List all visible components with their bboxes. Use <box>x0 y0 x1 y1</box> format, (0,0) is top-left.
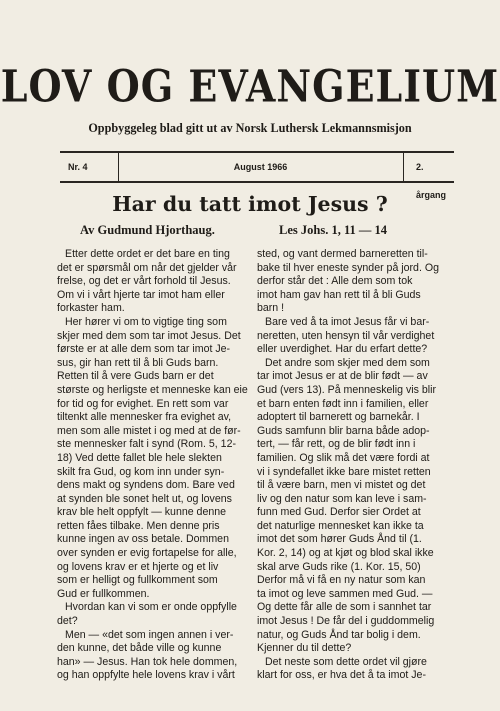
text-line: imot Jesus ! De får del i guddommelig <box>257 615 435 628</box>
issue-info-bar <box>60 151 454 200</box>
text-line: Retten til å vere Guds barn er det <box>57 370 214 383</box>
text-line: imot ham gav han rett til å bli Guds <box>257 288 421 301</box>
text-line: bake til hver eneste synder på jord. Og <box>257 261 439 274</box>
text-line: Kor. 2, 14) og at kjøt og blod skal ikke <box>257 547 434 560</box>
text-line: Gud er fullkommen. <box>57 587 150 600</box>
text-line: Det neste som dette ordet vil gjøre <box>265 655 427 668</box>
text-line: liv og den natur som kan leve i sam- <box>257 492 427 505</box>
text-line: kunne ingen av oss betale. Dommen <box>57 533 229 546</box>
text-line: og han oppfylte hele lovens krav i vårt <box>57 669 235 682</box>
article-headline: Har du tatt imot Jesus ? <box>112 192 388 216</box>
text-line: ste mennesker falt i synd (Rom. 5, 12- <box>57 438 236 451</box>
issue-date: August 1966 <box>233 162 288 172</box>
text-line: eller uverdighet. Har du erfart dette? <box>257 343 428 356</box>
text-line: tar imot Jesus er at de blir født — av <box>257 370 428 383</box>
text-line: Gud (vers 13). På menneskelig vis blir <box>257 383 436 396</box>
text-line: det er spørsmål om når det gjelder vår <box>57 261 237 274</box>
text-line: neretten, uten hensyn til vår verdighet <box>257 329 435 342</box>
text-line: derfor står det : Alle dem som tok <box>257 275 413 288</box>
issue-divider <box>403 153 404 181</box>
text-line: et barn enten født inn i familien, eller <box>257 397 429 410</box>
article-column-left <box>57 248 261 683</box>
text-line: Det andre som skjer med dem som <box>265 356 430 369</box>
text-line: men som alle mistet i og med at de før- <box>57 424 241 437</box>
text-line: ta imot og leve sammen med Gud. — <box>257 587 433 600</box>
masthead-subtitle: Oppbyggeleg blad gitt ut av Norsk Luthersk Lekmannsmisjon <box>88 121 412 135</box>
text-line: at synden ble sonet helt ut, og lovens <box>57 492 232 505</box>
text-line: natur, og Guds Ånd tar bolig i dem. <box>257 628 421 641</box>
text-line: Bare ved å ta imot Jesus får vi bar- <box>265 315 430 328</box>
text-line: over synden er evig fortapelse for alle, <box>57 547 237 560</box>
text-line: det naturlige mennesket kan ikke ta <box>257 519 424 532</box>
text-line: klart for oss, er hva det å ta imot Je- <box>257 669 426 682</box>
text-line: retten fåes tilbake. Men denne pris <box>57 519 220 532</box>
issue-volume: 2. årgang <box>416 162 447 200</box>
text-line: som er helligt og fullkomment som <box>57 574 218 587</box>
text-line: Her hører vi om to vigtige ting som <box>65 315 227 328</box>
text-line: største og herligste et menneske kan eie <box>57 383 248 396</box>
text-line: 18) Ved dette fallet ble hele slekten <box>57 451 222 464</box>
text-line: imot det som hører Guds Ånd til (1. <box>257 533 422 546</box>
text-line: frelse, og det er vårt forhold til Jesus. <box>57 275 231 288</box>
text-line: til å være barn, men vi mistet og det <box>257 479 426 492</box>
article-column-right <box>257 248 467 683</box>
text-line: første er at alle dem som tar imot Je- <box>57 343 231 356</box>
text-line: krav ble helt oppfylt — kunne denne <box>57 506 227 519</box>
text-line: Hvordan kan vi som er onde oppfylle <box>65 601 237 614</box>
text-line: vi i syndefallet ikke bare mistet retten <box>257 465 431 478</box>
text-line: skjer med dem som tar imot Jesus. Det <box>57 329 241 342</box>
text-line: familien. Og slik må det være fordi at <box>257 451 430 464</box>
text-line: for tid og for evighet. En rett som var <box>57 397 229 410</box>
text-line: Etter dette ordet er det bare en ting <box>65 248 230 260</box>
masthead-title: LOV OG EVANGELIUM <box>0 60 500 112</box>
text-line: forkaster ham. <box>57 302 125 315</box>
text-line: han» — Jesus. Han tok hele dommen, <box>57 655 238 668</box>
text-line: den kunne, det både ville og kunne <box>57 642 222 655</box>
text-line: sus, gir han rett til å bli Guds barn. <box>57 356 219 369</box>
article-reference: Les Johs. 1, 11 — 14 <box>279 223 388 237</box>
text-line: barn ! <box>257 302 285 315</box>
text-line: tert, — får rett, og de blir født inn i <box>257 438 416 451</box>
text-line: Om vi i vårt hjerte tar imot ham eller <box>57 288 225 301</box>
text-line: funn med Gud. Derfor sier Ordet at <box>257 506 421 519</box>
text-line: sted, og vant dermed barneretten til- <box>257 248 428 260</box>
text-line: skilt fra Gud, og kom inn under syn- <box>57 465 225 478</box>
text-line: adoptert til barnerett og barnekår. I <box>257 411 420 424</box>
text-line: det? <box>57 615 78 628</box>
text-line: Derfor må vi få en ny natur som kan <box>257 574 426 587</box>
text-line: Guds samfunn blir barna både adop- <box>257 424 430 437</box>
text-line: og lovens krav er et hjerte og et liv <box>57 560 219 573</box>
text-line: skal arve Guds rike (1. Kor. 15, 50) <box>257 560 421 573</box>
text-line: Kjenner du til dette? <box>257 642 352 655</box>
article-author: Av Gudmund Hjorthaug. <box>80 223 215 237</box>
text-line: Men — «det som ingen annen i ver- <box>65 628 234 641</box>
text-line: dens makt og syndens dom. Bare ved <box>57 479 235 492</box>
text-line: tiltenkt alle mennesker fra evighet av, <box>57 411 232 424</box>
issue-number: Nr. 4 <box>68 162 88 172</box>
text-line: Og dette får alle de som i sannhet tar <box>257 601 432 614</box>
